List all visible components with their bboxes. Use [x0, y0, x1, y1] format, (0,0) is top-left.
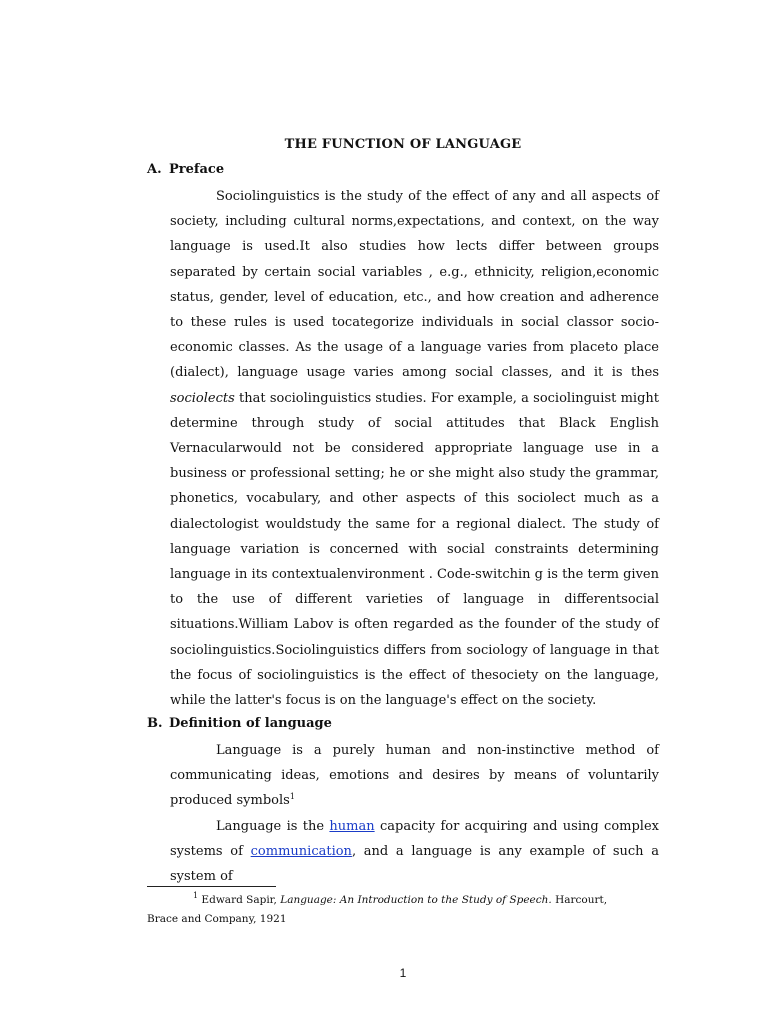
section-a-heading [147, 162, 224, 177]
section-b-para-2-start: Language is the [216, 819, 330, 834]
footnote [147, 891, 627, 929]
section-a-text-1: Sociolinguistics is the study of the effect of any and all aspects of society, including cultural norms,expectations, and context, on the way language is used.It also studies how lects differ between groups separated by certain social variables , e.g., ethnicity, religion,economic status, gender, level of education, etc., and how creation and adherence to these rules is used tocategorize individuals in social classor socio-economic classes. As the usage of a language varies from placeto place (dialect), language usage varies among social classes, and it is thes [170, 189, 659, 381]
section-a-italic-term: sociolects [170, 390, 235, 406]
footnote-separator [147, 886, 276, 887]
section-b-para-1-text: Language is a purely human and non-instinctive method of communicating ideas, emotions and desires by means of voluntarily produced symbols [170, 743, 659, 809]
section-b-para-2-mid: capacity for acquiring and using complex systems of [170, 819, 659, 860]
section-b-heading [147, 716, 332, 731]
link-human[interactable]: human [329, 819, 375, 834]
section-a-title: Preface [169, 162, 225, 177]
section-b-para-2-end: , and a language is any example of such a system of [170, 844, 659, 885]
footnote-work: Language: An Introduction to the Study of Speech. [280, 894, 552, 906]
link-communication[interactable]: communication [250, 844, 352, 860]
section-b-paragraph-2 [170, 814, 659, 890]
section-b-letter: B. [147, 716, 163, 731]
section-b-title: Definition of language [169, 716, 332, 731]
section-a-letter: A. [147, 162, 162, 177]
footnote-number: 1 [193, 891, 199, 900]
footnote-publisher: Harcourt, Brace and Company, 1921 [147, 894, 608, 925]
page-number: 1 [399, 966, 407, 980]
section-a-paragraph [170, 184, 659, 713]
section-a-text-2: that sociolinguistics studies. For example, a sociolinguist might determine through study of social attitudes that Black English Vernacularwould not be considered appropriate language use in a business or professional setting; he or she might also study the grammar, phonetics, vocabulary, and other aspects of this sociolect much as a dialectologist wouldstudy the same for a regional dialect. The study of language variation is concerned with social constraints determining language in its contextualenvironment . Code-switchin g is the term given to the use of different varieties of language in differentsocial situations.William Labov is often regarded as the founder of the study of sociolinguistics.Sociolinguistics differs from sociology of language in that the focus of sociolinguistics is the effect of thesociety on the language, while the latter's focus is on the language's effect on the society. [170, 390, 659, 709]
section-b-paragraph-1 [170, 738, 659, 814]
page-title: THE FUNCTION OF LANGUAGE [284, 137, 522, 152]
footnote-author: Edward Sapir, [198, 894, 281, 906]
footnote-reference[interactable]: 1 [289, 792, 295, 802]
